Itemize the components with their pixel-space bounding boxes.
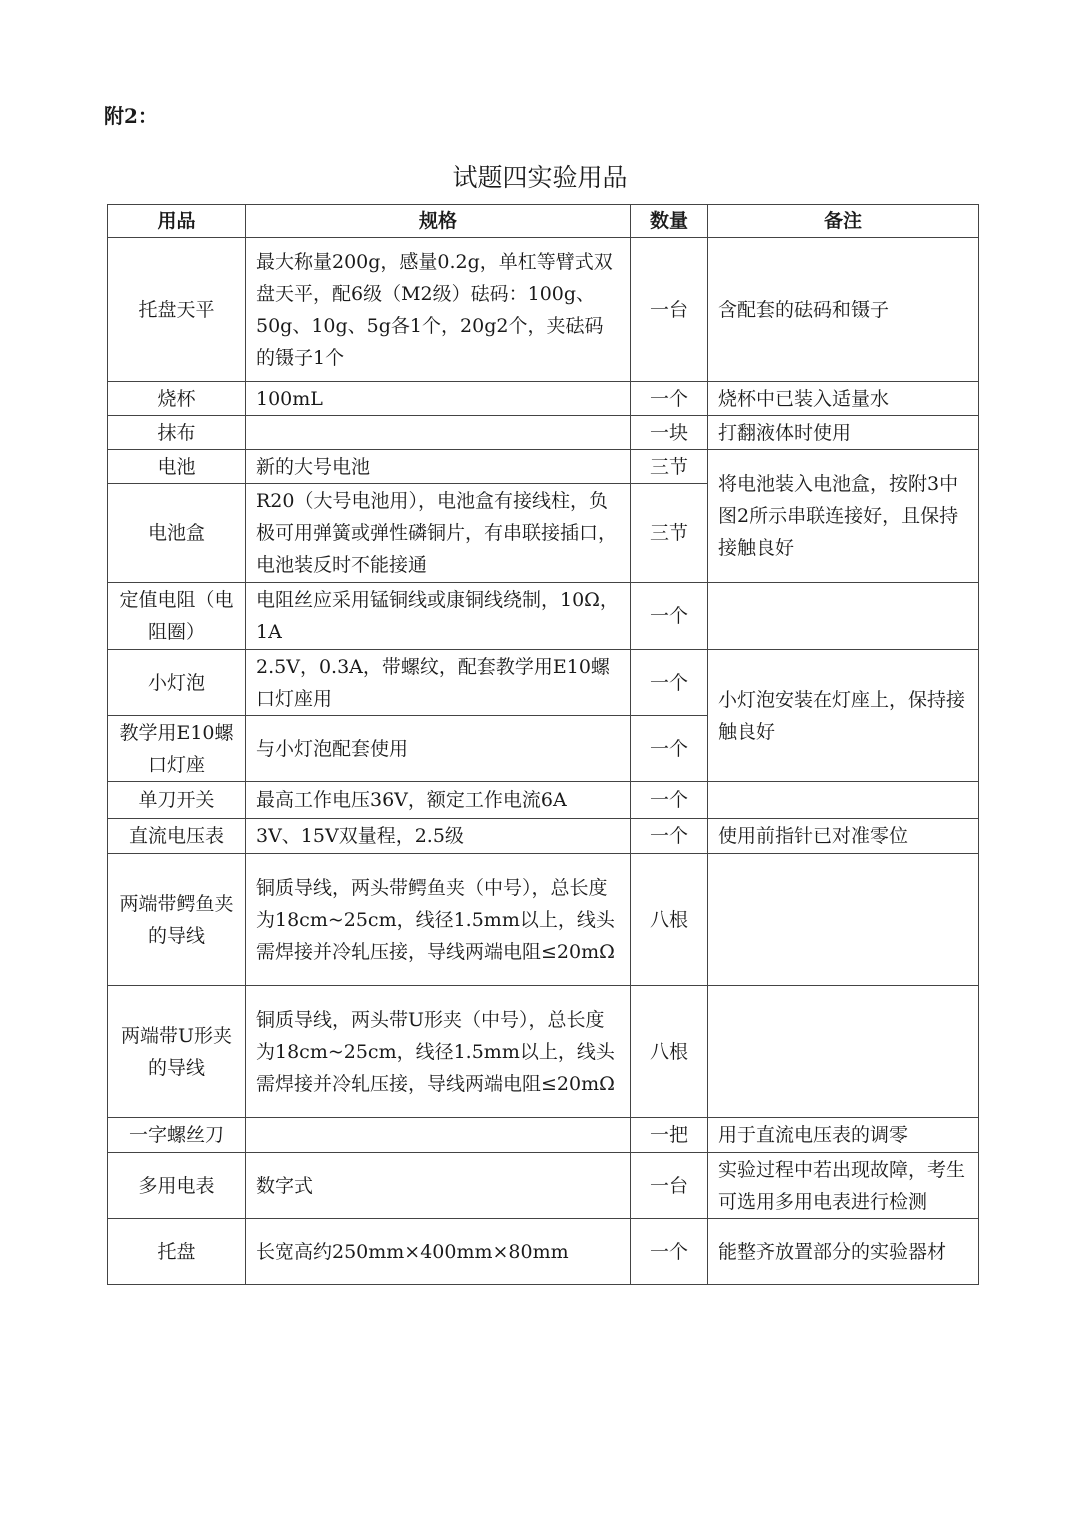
item-spec: 铜质导线，两头带鳄鱼夹（中号），总长度为18cm~25cm，线径1.5mm以上，线头需焊接并冷轧压接，导线两端电阻≤20mΩ [246,854,631,986]
item-quantity: 三节 [631,484,708,583]
item-spec: 铜质导线，两头带U形夹（中号），总长度为18cm~25cm，线径1.5mm以上，线头需焊接并冷轧压接，导线两端电阻≤20mΩ [246,986,631,1118]
item-name: 抹布 [108,416,246,450]
item-spec: 3V、15V双量程，2.5级 [246,819,631,854]
table-row [108,650,979,716]
header-item: 用品 [108,205,246,238]
item-quantity: 一块 [631,416,708,450]
item-quantity: 一台 [631,1153,708,1219]
item-quantity: 三节 [631,450,708,484]
item-spec: 100mL [246,382,631,416]
table-row [108,782,979,819]
item-note: 含配套的砝码和镊子 [708,238,979,382]
item-spec: 长宽高约250mm×400mm×80mm [246,1219,631,1285]
item-name: 单刀开关 [108,782,246,819]
item-spec: 与小灯泡配套使用 [246,716,631,782]
item-spec [246,416,631,450]
item-name: 两端带U形夹的导线 [108,986,246,1118]
item-note: 使用前指针已对准零位 [708,819,979,854]
table-row [108,1118,979,1153]
item-quantity: 一个 [631,650,708,716]
table-row [108,986,979,1118]
document-title: 试题四实验用品 [452,163,628,192]
item-quantity: 八根 [631,986,708,1118]
item-name: 定值电阻（电阻圈） [108,583,246,650]
table-row [108,583,979,650]
item-quantity: 一台 [631,238,708,382]
item-spec: 电阻丝应采用锰铜线或康铜线绕制，10Ω，1A [246,583,631,650]
item-name: 托盘 [108,1219,246,1285]
appendix-label: 附2： [104,104,158,128]
table-row [108,238,979,382]
item-note [708,986,979,1118]
table-row [108,382,979,416]
item-name: 托盘天平 [108,238,246,382]
item-note: 小灯泡安装在灯座上，保持接触良好 [708,650,979,782]
item-note: 用于直流电压表的调零 [708,1118,979,1153]
item-name: 一字螺丝刀 [108,1118,246,1153]
item-spec: 最高工作电压36V，额定工作电流6A [246,782,631,819]
item-spec: R20（大号电池用），电池盒有接线柱，负极可用弹簧或弹性磷铜片，有串联接插口，电池装反时不能接通 [246,484,631,583]
item-spec: 2.5V，0.3A，带螺纹，配套教学用E10螺口灯座用 [246,650,631,716]
item-name: 烧杯 [108,382,246,416]
item-spec: 最大称量200g，感量0.2g，单杠等臂式双盘天平，配6级（M2级）砝码：100g、50g、10g、5g各1个，20g2个，夹砝码的镊子1个 [246,238,631,382]
item-name: 教学用E10螺口灯座 [108,716,246,782]
header-quantity: 数量 [631,205,708,238]
item-quantity: 一个 [631,583,708,650]
item-note: 实验过程中若出现故障，考生可选用多用电表进行检测 [708,1153,979,1219]
table-header-row [108,205,979,238]
item-quantity: 一个 [631,819,708,854]
table-row [108,819,979,854]
item-quantity: 一个 [631,782,708,819]
item-spec [246,1118,631,1153]
item-note [708,854,979,986]
item-name: 多用电表 [108,1153,246,1219]
header-note: 备注 [708,205,979,238]
item-name: 小灯泡 [108,650,246,716]
item-note: 将电池装入电池盒，按附3中图2所示串联连接好，且保持接触良好 [708,450,979,583]
table-row [108,1153,979,1219]
table-row [108,1219,979,1285]
item-spec: 数字式 [246,1153,631,1219]
item-note: 烧杯中已装入适量水 [708,382,979,416]
item-name: 电池 [108,450,246,484]
header-spec: 规格 [246,205,631,238]
item-quantity: 一个 [631,716,708,782]
item-note [708,782,979,819]
item-note: 打翻液体时使用 [708,416,979,450]
item-quantity: 一个 [631,382,708,416]
item-quantity: 一个 [631,1219,708,1285]
item-name: 直流电压表 [108,819,246,854]
item-quantity: 八根 [631,854,708,986]
item-spec: 新的大号电池 [246,450,631,484]
item-note: 能整齐放置部分的实验器材 [708,1219,979,1285]
item-name: 电池盒 [108,484,246,583]
item-note [708,583,979,650]
equipment-table [107,204,979,1285]
table-row [108,450,979,484]
table-row [108,854,979,986]
item-name: 两端带鳄鱼夹的导线 [108,854,246,986]
item-quantity: 一把 [631,1118,708,1153]
table-row [108,416,979,450]
